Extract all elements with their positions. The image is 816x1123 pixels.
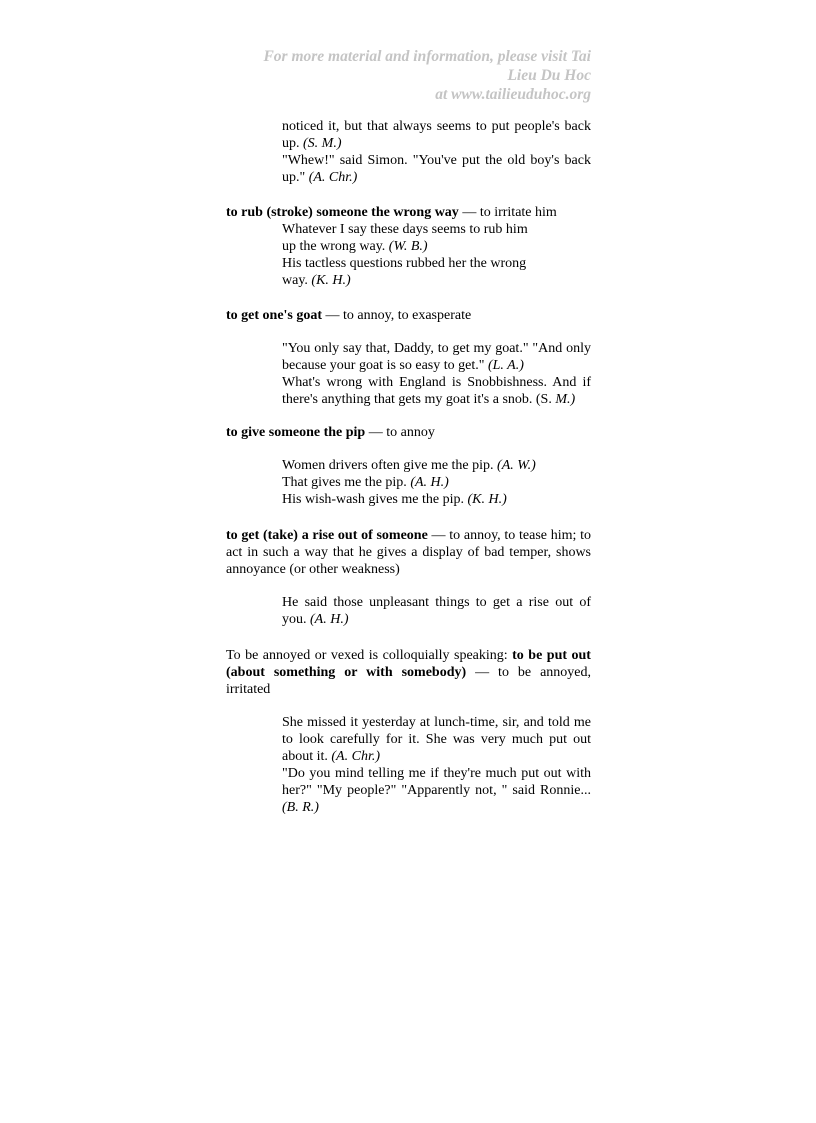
- idiom-definition: — to annoy: [365, 425, 435, 440]
- entry-lead-text: To be annoyed or vexed is colloquially speaking:: [226, 648, 513, 663]
- idiom-term: to get (take) a rise out of someone: [226, 528, 428, 543]
- idiom-term: to give someone the pip: [226, 425, 366, 440]
- idiom-term: to be put out (about something or with somebody): [226, 648, 591, 680]
- quote: His tactless questions rubbed her the wrong way. (K. H.): [282, 256, 527, 288]
- quote: That gives me the pip. (A. H.): [282, 475, 449, 490]
- quote: "Whew!" said Simon. "You've put the old boy's back up." (A. Chr.): [282, 153, 591, 185]
- idiom-term: to get one's goat: [226, 308, 323, 323]
- idiom-entry: [226, 307, 591, 324]
- quote-source: (A. Chr.): [331, 749, 381, 764]
- idiom-definition: — to be annoyed, irritated: [226, 665, 591, 697]
- quote-block: [282, 221, 544, 289]
- idiom-entry: [226, 527, 591, 578]
- watermark-line-2: Lieu Du Hoc: [507, 67, 591, 84]
- watermark: [211, 47, 591, 104]
- quote-source: (A. H.): [310, 612, 349, 627]
- quote-source: (K. H.): [467, 492, 507, 507]
- quote: His wish-wash gives me the pip. (K. H.): [282, 492, 507, 507]
- quote-block: [282, 340, 591, 408]
- intro-quote-block: [282, 118, 591, 186]
- quote-block: [282, 714, 591, 816]
- idiom-definition: — to irritate him: [458, 205, 557, 220]
- idiom-term: to rub (stroke) someone the wrong way: [226, 205, 459, 220]
- quote-block: [282, 457, 591, 508]
- quote-source: (S. M.): [303, 136, 342, 151]
- idiom-definition: — to annoy, to tease him; to act in such a way that he gives a display of bad temper, shows annoyance (or other weakness): [226, 528, 591, 577]
- quote: "Do you mind telling me if they're much put out with her?" "My people?" "Apparently not, " said Ronnie... (B. R.): [282, 766, 591, 815]
- watermark-line-3: at www.tailieuduhoc.org: [435, 86, 591, 103]
- quote-source: M.): [555, 392, 576, 407]
- quote: Whatever I say these days seems to rub him up the wrong way. (W. B.): [282, 222, 528, 254]
- quote-source: (L. A.): [487, 358, 524, 373]
- watermark-line-1: For more material and information, please visit Tai: [263, 48, 591, 65]
- idiom-entry: [226, 647, 591, 698]
- quote-block: [282, 594, 591, 628]
- quote-source: (K. H.): [311, 273, 351, 288]
- quote: noticed it, but that always seems to put people's back up. (S. M.): [282, 119, 591, 151]
- quote-source: (B. R.): [282, 800, 319, 815]
- idiom-entry: [226, 424, 591, 441]
- quote: "You only say that, Daddy, to get my goat." "And only because your goat is so easy to get." (L. A.): [282, 341, 591, 373]
- idiom-entry: [226, 204, 591, 221]
- quote-source: (W. B.): [388, 239, 428, 254]
- quote: He said those unpleasant things to get a rise out of you. (A. H.): [282, 595, 591, 627]
- quote: What's wrong with England is Snobbishness. And if there's anything that gets my goat it's a snob. (S. M.): [282, 375, 591, 407]
- quote-source: (A. H.): [410, 475, 449, 490]
- idiom-definition: — to annoy, to exasperate: [322, 308, 472, 323]
- quote-source: (A. Chr.): [308, 170, 358, 185]
- quote-source: (A. W.): [497, 458, 536, 473]
- quote: She missed it yesterday at lunch-time, sir, and told me to look carefully for it. She was very much put out about it. (A. Chr.): [282, 715, 591, 764]
- quote: Women drivers often give me the pip. (A. W.): [282, 458, 536, 473]
- page-content: [226, 118, 591, 816]
